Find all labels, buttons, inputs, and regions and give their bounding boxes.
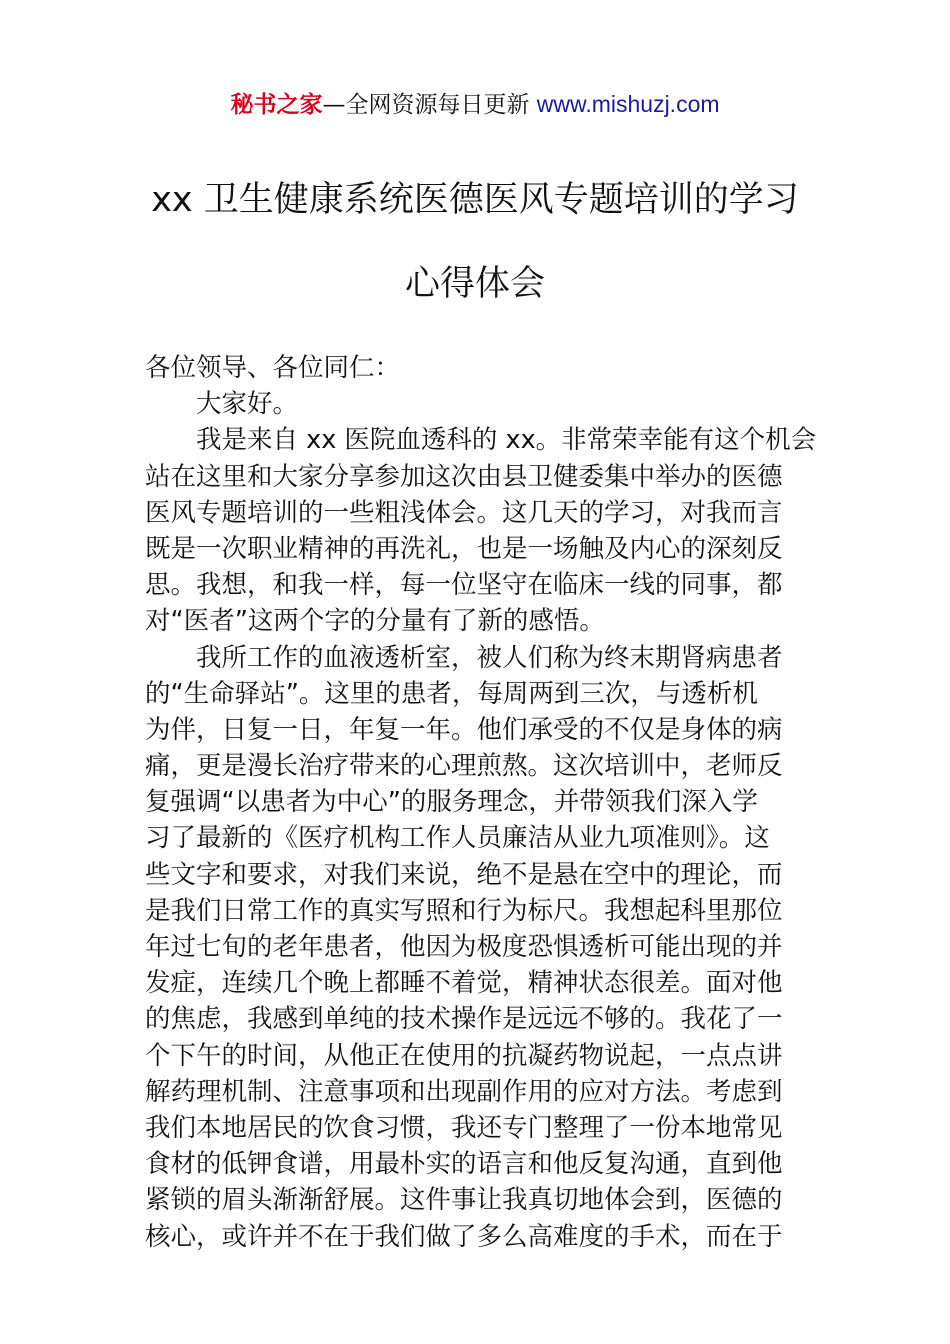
salutation: 各位领导、各位同仁： bbox=[145, 353, 401, 383]
brand-name: 秘书之家 bbox=[230, 92, 323, 118]
paragraph-line: 发症，连续几个晚上都睡不着觉，精神状态很差。面对他 bbox=[145, 968, 783, 999]
paragraph-line: 年过七旬的老年患者，他因为极度恐惧透析可能出现的并 bbox=[145, 932, 783, 962]
paragraph-line: 思。我想，和我一样，每一位坚守在临床一线的同事，都 bbox=[145, 570, 783, 601]
site-header bbox=[0, 88, 950, 121]
site-url-link[interactable]: www.mishuzj.com bbox=[536, 91, 720, 117]
paragraph-line: 的焦虑，我感到单纯的技术操作是远远不够的。我花了一 bbox=[145, 1004, 783, 1035]
paragraph-line: 痛，更是漫长治疗带来的心理煎熬。这次培训中，老师反 bbox=[145, 751, 783, 782]
paragraph-line: 些文字和要求，对我们来说，绝不是悬在空中的理论，而 bbox=[145, 859, 783, 890]
paragraph-line: 食材的低钾食谱，用最朴实的语言和他反复沟通，直到他 bbox=[145, 1149, 783, 1180]
paragraph-line: 解药理机制、注意事项和出现副作用的应对方法。考虑到 bbox=[145, 1076, 783, 1107]
paragraph-line: 对“医者”这两个字的分量有了新的感悟。 bbox=[145, 606, 605, 637]
paragraph-line: 医风专题培训的一些粗浅体会。这几天的学习，对我而言 bbox=[145, 497, 783, 528]
greeting: 大家好。 bbox=[145, 389, 299, 420]
paragraph-line: 我所工作的血液透析室，被人们称为终末期肾病患者 bbox=[145, 642, 783, 673]
title-line: xx 卫生健康系统医德医风专题培训的学习 bbox=[151, 180, 799, 220]
paragraph-line: 既是一次职业精神的再洗礼，也是一场触及内心的深刻反 bbox=[145, 533, 783, 564]
document-body bbox=[145, 350, 815, 1255]
paragraph-line: 站在这里和大家分享参加这次由县卫健委集中举办的医德 bbox=[145, 461, 783, 492]
paragraph-line: 我是来自 xx 医院血透科的 xx。非常荣幸能有这个机会 bbox=[145, 425, 817, 456]
paragraph-line: 复强调“以患者为中心”的服务理念，并带领我们深入学 bbox=[145, 787, 758, 818]
paragraph-line: 习了最新的《医疗机构工作人员廉洁从业九项准则》。这 bbox=[145, 823, 770, 854]
paragraph-line: 个下午的时间，从他正在使用的抗凝药物说起，一点点讲 bbox=[145, 1040, 783, 1071]
paragraph-line: 我们本地居民的饮食习惯，我还专门整理了一份本地常见 bbox=[145, 1112, 783, 1143]
title-line: 心得体会 bbox=[404, 264, 545, 304]
paragraph-line: 紧锁的眉头渐渐舒展。这件事让我真切地体会到，医德的 bbox=[145, 1185, 783, 1216]
header-tagline: —全网资源每日更新 bbox=[322, 92, 537, 118]
document-title bbox=[110, 158, 840, 326]
paragraph-line: 是我们日常工作的真实写照和行为标尺。我想起科里那位 bbox=[145, 895, 783, 926]
paragraph-line: 的“生命驿站”。这里的患者，每周两到三次，与透析机 bbox=[145, 678, 758, 709]
paragraph-line: 为伴，日复一日，年复一年。他们承受的不仅是身体的病 bbox=[145, 714, 783, 745]
paragraph-line: 核心，或许并不在于我们做了多么高难度的手术，而在于 bbox=[145, 1221, 783, 1252]
